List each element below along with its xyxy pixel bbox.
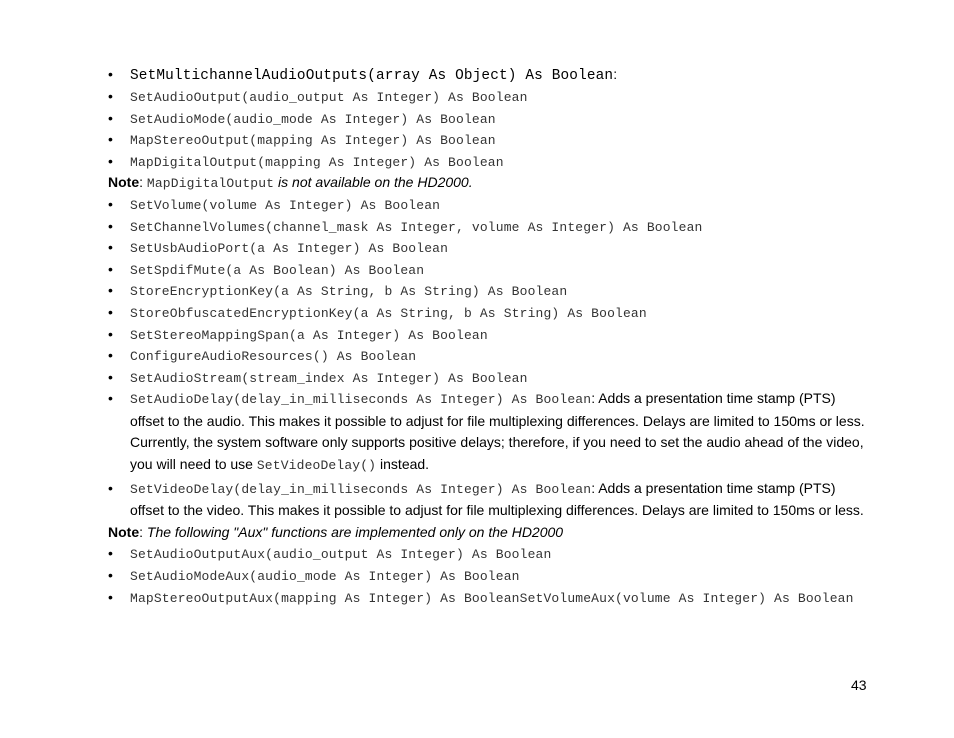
method-signature: SetAudioDelay(delay_in_milliseconds As Integer) As Boolean	[130, 392, 592, 408]
bullet: •	[108, 368, 113, 385]
bullet: •	[108, 260, 113, 277]
method-signature: SetVolume(volume As Integer) As Boolean	[130, 197, 441, 213]
bullet: •	[108, 325, 113, 342]
bullet: •	[108, 109, 113, 126]
method-signature: StoreEncryptionKey(a As String, b As String) As Boolean	[130, 284, 568, 300]
note-code: MapDigitalOutput	[146, 176, 275, 192]
list-item	[108, 388, 868, 476]
bullet: •	[108, 152, 113, 169]
page-number: 43	[851, 677, 867, 693]
method-signature: SetAudioMode(audio_mode As Integer) As Boolean	[130, 111, 496, 127]
list-item	[108, 194, 868, 216]
list-item	[108, 280, 868, 302]
bullet: •	[108, 131, 113, 148]
note-paragraph	[108, 522, 868, 544]
bullet: •	[108, 588, 113, 605]
bullet: •	[108, 566, 113, 583]
list-item	[108, 565, 868, 587]
bullet: •	[108, 545, 113, 562]
list-item	[108, 151, 868, 173]
method-signature: SetChannelVolumes(channel_mask As Integer, volume As Integer) As Boolean	[130, 219, 703, 235]
note-label: Note	[108, 174, 140, 191]
inline-code: SetVideoDelay()	[256, 457, 377, 473]
method-signature: SetAudioOutputAux(audio_output As Integer) As Boolean	[130, 547, 552, 563]
list-item	[108, 216, 868, 238]
method-signature: SetAudioOutput(audio_output As Integer) As Boolean	[130, 90, 528, 105]
method-signature: SetAudioModeAux(audio_mode As Integer) As Boolean	[130, 568, 520, 584]
list-item	[108, 587, 868, 609]
note-text: The following "Aux" functions are implemented only on the HD2000	[146, 523, 564, 540]
bullet: •	[108, 479, 113, 496]
list-item	[108, 367, 868, 389]
bullet: •	[108, 217, 113, 234]
bullet: •	[108, 390, 113, 407]
bullet: •	[108, 282, 113, 299]
list-item	[108, 237, 868, 259]
method-description-end: instead.	[376, 455, 430, 472]
method-signature: ConfigureAudioResources() As Boolean	[130, 349, 417, 365]
method-signature: StoreObfuscatedEncryptionKey(a As String, b As String) As Boolean	[130, 305, 647, 321]
list-item	[108, 324, 868, 346]
note-label: Note	[108, 523, 140, 540]
bullet: •	[108, 88, 113, 104]
list-item	[108, 345, 868, 367]
bullet: •	[108, 239, 113, 256]
note-paragraph	[108, 172, 868, 194]
method-signature: SetVideoDelay(delay_in_milliseconds As Integer) As Boolean	[130, 481, 592, 497]
note-colon: :	[139, 523, 147, 540]
list-item	[108, 64, 868, 86]
method-signature: SetSpdifMute(a As Boolean) As Boolean	[130, 262, 425, 278]
list-item	[108, 478, 868, 522]
method-signature: MapStereoOutputAux(mapping As Integer) As BooleanSetVolumeAux(volume As Integer) As Boolean	[130, 590, 854, 606]
note-colon: :	[139, 174, 147, 191]
list-item	[108, 129, 868, 151]
bullet: •	[108, 347, 113, 364]
note-text: is not available on the HD2000.	[274, 174, 473, 191]
method-signature: SetAudioStream(stream_index As Integer) As Boolean	[130, 370, 528, 386]
bullet: •	[108, 195, 113, 212]
method-signature: MapStereoOutput(mapping As Integer) As Boolean	[130, 133, 496, 149]
method-signature: SetStereoMappingSpan(a As Integer) As Boolean	[130, 327, 488, 343]
method-signature: MapDigitalOutput(mapping As Integer) As Boolean	[130, 154, 504, 170]
method-signature: SetUsbAudioPort(a As Integer) As Boolean	[130, 241, 449, 257]
list-item	[108, 302, 868, 324]
bullet: •	[108, 66, 113, 82]
list-item	[108, 543, 868, 565]
list-item	[108, 86, 868, 108]
signature-suffix: :	[613, 66, 618, 82]
method-signature: SetMultichannelAudioOutputs(array As Object) As Boolean	[130, 68, 614, 84]
method-description: : Adds a presentation time stamp (PTS) offset to the video. This makes it possible to adjust for file multiplexing differences. Delays are limited to 150ms or less.	[130, 479, 864, 519]
document-body	[108, 64, 868, 609]
method-description: : Adds a presentation time stamp (PTS) offset to the audio. This makes it possible to adjust for file multiplexing differences. Delays are limited to 150ms or less. Currently, the system software only supports positive delays; therefore, if you need to set the audio ahead of the video, you will need to use	[130, 390, 865, 472]
list-item	[108, 108, 868, 130]
list-item	[108, 259, 868, 281]
bullet: •	[108, 303, 113, 320]
